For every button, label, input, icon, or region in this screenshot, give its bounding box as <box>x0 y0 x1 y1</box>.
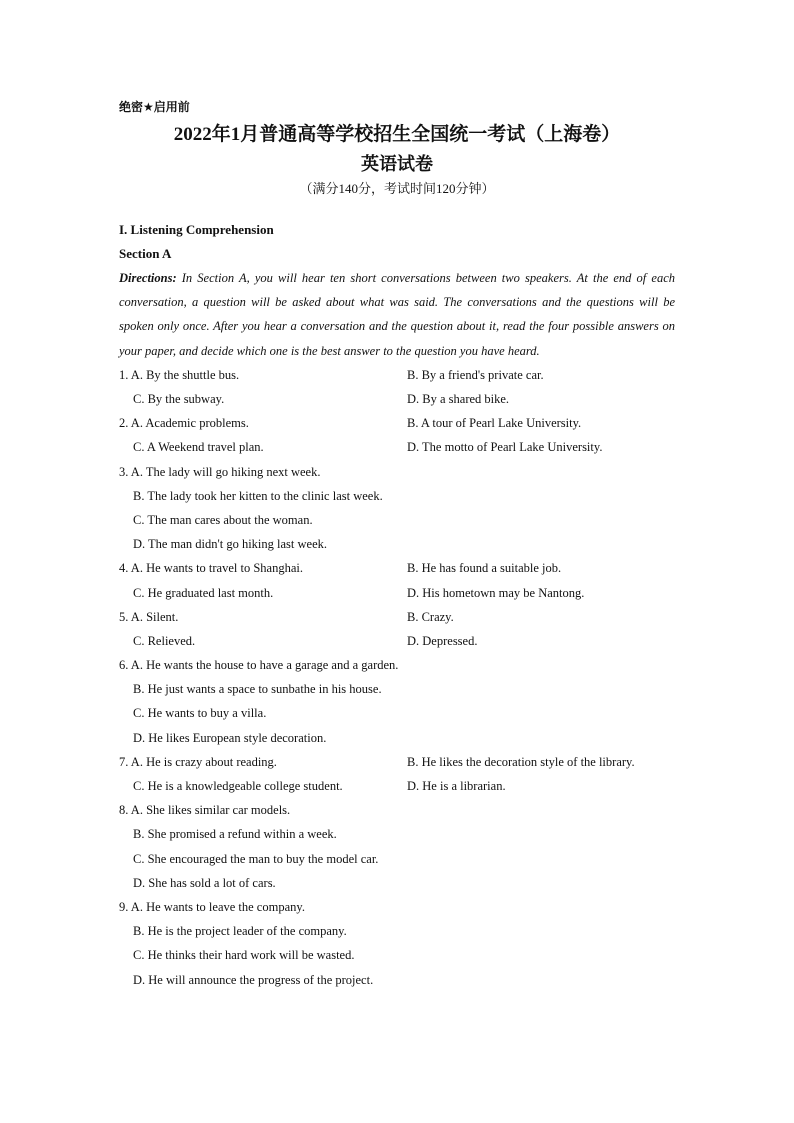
question-list <box>119 363 675 992</box>
option-a: 1. A. By the shuttle bus. <box>119 367 240 382</box>
option-a: 8. A. She likes similar car models. <box>119 803 291 818</box>
confidential-label: 绝密★启用前 <box>119 100 190 114</box>
option-b: B. She promised a refund within a week. <box>133 827 337 842</box>
directions-paragraph <box>119 266 675 363</box>
exam-title: 2022年1月普通高等学校招生全国统一考试（上海卷） <box>173 124 621 145</box>
option-d: D. He likes European style decoration. <box>133 730 327 745</box>
section-heading: Section A <box>119 246 172 261</box>
option-d: D. He will announce the progress of the project. <box>133 972 374 987</box>
option-b: B. He has found a suitable job. <box>407 561 562 576</box>
question-1 <box>119 363 675 411</box>
option-d: D. He is a librarian. <box>407 779 506 793</box>
option-b: B. He likes the decoration style of the library. <box>407 754 635 769</box>
option-c: C. He graduated last month. <box>133 585 274 600</box>
option-a: 9. A. He wants to leave the company. <box>119 899 305 914</box>
option-b: B. Crazy. <box>407 609 454 624</box>
option-a: 6. A. He wants the house to have a garage and a garden. <box>119 658 399 673</box>
question-9 <box>119 895 675 992</box>
option-a: 7. A. He is crazy about reading. <box>119 754 277 769</box>
option-b: B. He is the project leader of the company. <box>133 924 347 939</box>
option-c: C. He is a knowledgeable college student. <box>133 779 343 793</box>
option-a: 2. A. Academic problems. <box>119 416 249 431</box>
option-c: C. Relieved. <box>133 633 196 648</box>
question-4 <box>119 556 675 604</box>
option-d: D. Depressed. <box>407 633 478 648</box>
option-d: D. The man didn't go hiking last week. <box>133 537 328 552</box>
option-a: 3. A. The lady will go hiking next week. <box>119 464 321 479</box>
question-2 <box>119 411 675 459</box>
option-c: C. The man cares about the woman. <box>133 512 313 527</box>
option-d: D. She has sold a lot of cars. <box>133 875 276 890</box>
option-a: 5. A. Silent. <box>119 609 179 624</box>
option-d: D. His hometown may be Nantong. <box>407 585 585 600</box>
question-5 <box>119 605 675 653</box>
question-6 <box>119 653 675 750</box>
option-c: C. A Weekend travel plan. <box>133 440 264 455</box>
option-c: C. By the subway. <box>133 392 225 406</box>
exam-page <box>119 98 675 992</box>
option-d: D. By a shared bike. <box>407 392 510 406</box>
part-heading: I. Listening Comprehension <box>119 222 274 237</box>
score-time-note: （满分140分，考试时间120分钟） <box>299 181 495 196</box>
directions-text: In Section A, you will hear ten short conversations between two speakers. At the end of each conversation, a question will be asked about what was said. The conversations and the questions will be spoken only once. After you hear a conversation and the question about it, read the four possible answers on your paper, and decide which one is the best answer to the question you have heard. <box>119 271 675 358</box>
option-a: 4. A. He wants to travel to Shanghai. <box>119 561 303 576</box>
option-c: C. She encouraged the man to buy the model car. <box>133 851 379 866</box>
option-b: B. He just wants a space to sunbathe in his house. <box>133 682 382 697</box>
option-b: B. A tour of Pearl Lake University. <box>407 416 582 431</box>
exam-subtitle: 英语试卷 <box>361 154 433 174</box>
question-3 <box>119 460 675 557</box>
directions-label: Directions: <box>119 271 177 285</box>
option-b: B. By a friend's private car. <box>407 367 544 382</box>
question-8 <box>119 798 675 895</box>
option-b: B. The lady took her kitten to the clinic last week. <box>133 488 383 503</box>
option-d: D. The motto of Pearl Lake University. <box>407 440 603 455</box>
option-c: C. He wants to buy a villa. <box>133 706 267 721</box>
question-7 <box>119 750 675 798</box>
option-c: C. He thinks their hard work will be wasted. <box>133 948 355 963</box>
